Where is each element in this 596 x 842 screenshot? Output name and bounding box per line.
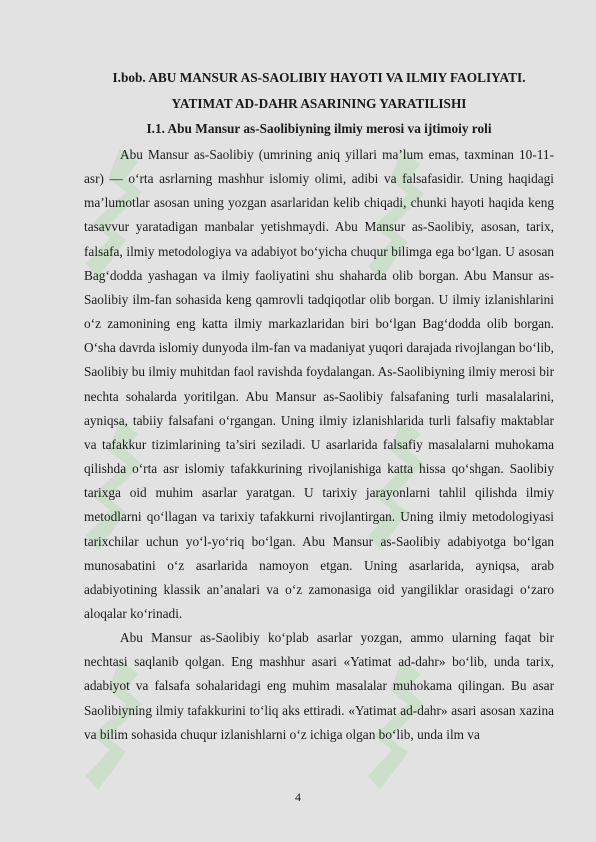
paragraph: Abu Mansur as-Saolibiy ko‘plab asarlar yozgan, ammo ularning faqat bir nechtasi saqlanib qolgan. Eng mashhur asari «Yatimat ad-dahr» bo‘lib, unda tarix, adabiyot va falsafa sohalaridagi eng muhim masalalar muhokama qilingan. Bu asar Saolibiyning ilmiy tafakkurini to‘liq aks ettiradi. «Yatimat ad-dahr» asari asosan xazina va bilim sohasida chuqur izlanishlarni o‘z ichiga olgan bo‘lib, unda ilm va: [84, 630, 554, 742]
chapter-subtitle: YATIMAT AD-DAHR ASARINING YARATILISHI: [171, 96, 467, 111]
page-number: 4: [295, 790, 301, 804]
section-title: I.1. Abu Mansur as-Saolibiyning ilmiy merosi va ijtimoiy roli: [146, 121, 492, 136]
body-text: [84, 143, 554, 747]
chapter-title: I.bob. ABU MANSUR AS-SAOLIBIY HAYOTI VA ILMIY FAOLIYATI.: [112, 70, 526, 85]
paragraph: Abu Mansur as-Saolibiy (umrining aniq yillari ma’lum emas, taxminan 10-11-asr) — o‘rta asrlarning mashhur islomiy olimi, adibi va falsafasidir. Uning haqidagi ma’lumotlar asosan uning yozgan asarlaridan kelib chiqadi, chunki hayoti haqida keng tasavvur yaratadigan manbalar yetishmaydi. Abu Mansur as-Saolibiy, asosan, tarix, falsafa, ilmiy metodologiya va adabiyot bo‘yicha chuqur bilimga ega bo‘lgan. U asosan Bag‘dodda yashagan va ilmiy faoliyatini shu shaharda olib borgan. Abu Mansur as-Saolibiy ilm-fan sohasida keng qamrovli tadqiqotlar olib borgan. U ilmiy izlanishlarini o‘z zamonining eng katta ilmiy markazlaridan biri bo‘lgan Bag‘dodda olib borgan. O‘sha davrda islomiy dunyoda ilm-fan va madaniyat yuqori darajada rivojlangan bo‘lib, Saolibiy bu ilmiy muhitdan faol ravishda foydalangan. As-Saolibiyning ilmiy merosi bir nechta sohalarda yoritilgan. Abu Mansur as-Saolibiy falsafaning turli masalalarini, ayniqsa, tabiiy falsafani o‘rgangan. Uning ilmiy izlanishlarida turli falsafiy maktablar va tafakkur tizimlarining ta’siri seziladi. U asarlarida falsafiy masalalarni muhokama qilishda o‘rta asr islomiy tafakkurining rivojlanishiga katta hissa qo‘shgan. Saolibiy tarixga oid muhim asarlar yaratgan. U tarixiy jarayonlarni tahlil qilishda ilmiy metodlarni qo‘llagan va tarixiy tafakkurni rivojlantirgan. Uning ilmiy metodologiyasi tarixchilar uchun yo‘l-yo‘riq bo‘lgan. Abu Mansur as-Saolibiy adabiyotga bo‘lgan munosabatini o‘z asarlarida namoyon etgan. Uning asarlarida, ayniqsa, arab adabiyotining klassik an’analari va o‘z zamonasiga oid yangiliklar orasidagi o‘zaro aloqalar ko‘rinadi.: [84, 147, 554, 621]
